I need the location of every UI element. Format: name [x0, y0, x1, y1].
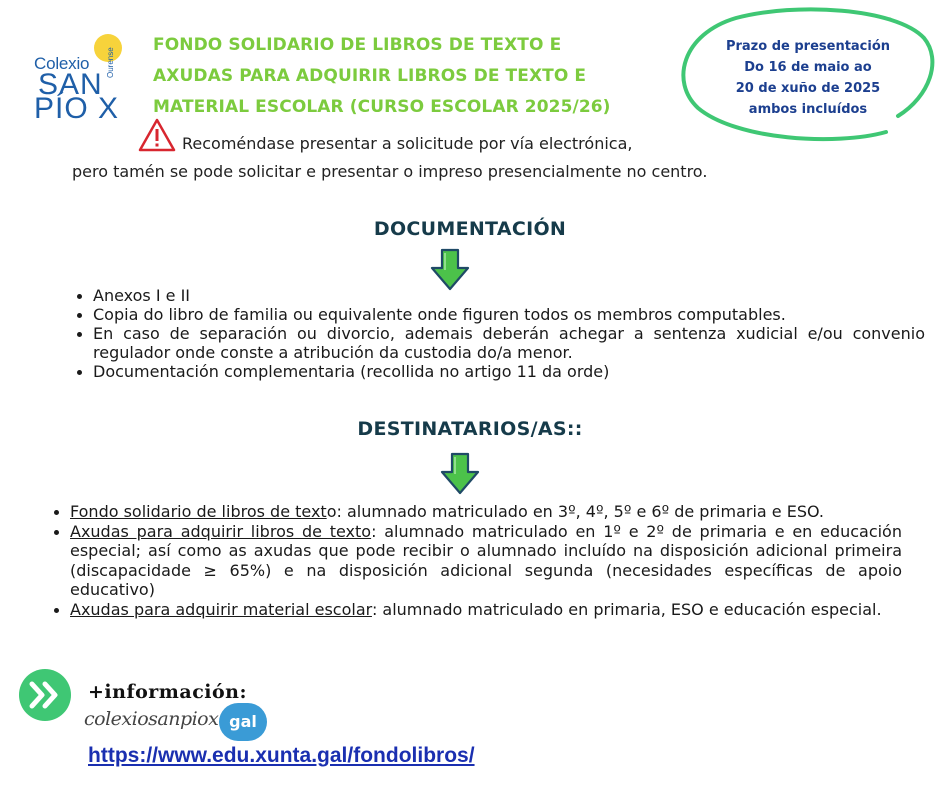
logo-colexio: Colexio: [34, 54, 90, 73]
recipient-description: : alumnado matriculado en primaria, ESO e educación especial.: [371, 599, 882, 619]
fondolibros-link[interactable]: https://www.edu.xunta.gal/fondolibros/: [88, 744, 475, 767]
logo-piox: PÍO X: [34, 92, 120, 125]
deadline-line-4: ambos incluídos: [748, 102, 868, 117]
recipients-list: [50, 502, 902, 619]
deadline-box: [700, 36, 916, 120]
recipient-term: Axudas para adquirir material escolar: [70, 599, 372, 619]
deadline-line-1: Prazo de presentación: [725, 39, 891, 54]
recipient-term: Axudas para adquirir libros de texto: [70, 521, 372, 541]
list-item: Anexos I e II: [73, 286, 925, 305]
warning-icon: [138, 118, 176, 152]
school-logo: [34, 34, 134, 126]
more-info-label: +información:: [88, 681, 248, 703]
title-line-3: MATERIAL ESCOLAR (CURSO ESCOLAR 2025/26): [153, 97, 611, 117]
list-item: En caso de separación ou divorcio, ademais deberán achegar a sentenza xudicial e/ou convenio regulador onde conste a atribución da custodia do/a menor.: [73, 324, 925, 362]
list-item: Documentación complementaria (recollida no artigo 11 da orde): [73, 362, 925, 381]
recipients-heading: DESTINATARIOS/AS::: [357, 418, 583, 440]
deadline-line-2: Do 16 de maio ao: [744, 60, 872, 75]
gal-badge[interactable]: gal: [219, 703, 267, 741]
page-title: [153, 30, 673, 123]
warning-text-line-2: pero tamén se pode solicitar e presentar o impreso presencialmente no centro.: [72, 162, 708, 181]
title-line-1: FONDO SOLIDARIO DE LIBROS DE TEXTO E: [153, 35, 562, 55]
list-item: [50, 502, 902, 522]
more-info-button[interactable]: [19, 669, 71, 721]
logo-ourense: Ourense: [106, 47, 115, 78]
warning-text-line-1: Recoméndase presentar a solicitude por vía electrónica,: [182, 134, 633, 153]
recipient-description: o: alumnado matriculado en 3º, 4º, 5º e 6º de primaria e ESO.: [326, 502, 825, 521]
documentation-heading: DOCUMENTACIÓN: [373, 218, 567, 240]
chevrons-right-icon: [19, 669, 71, 721]
title-line-2: AXUDAS PARA ADQUIRIR LIBROS DE TEXTO E: [153, 66, 587, 86]
documentation-list: [73, 286, 925, 381]
recipient-description: : alumnado matriculado en 1º e 2º de primaria e en educación especial; así como as axudas que pode recibir o alumnado incluído na disposición adicional primeira (discapacidade ≥ 65%) e na disposición adicional segunda (necesidades específicas de apoio educativo): [70, 521, 902, 599]
arrow-down-icon: [439, 452, 481, 496]
list-item: [50, 600, 902, 620]
logo-san: SAN: [38, 68, 103, 101]
list-item: Copia do libro de familia ou equivalente onde figuren todos os membros computables.: [73, 305, 925, 324]
recipient-term: Fondo solidario de libros de text: [70, 502, 327, 521]
deadline-line-3: 20 de xuño de 2025: [735, 81, 881, 96]
site-brand[interactable]: colexiosanpiox: [84, 708, 219, 730]
list-item: [50, 522, 902, 600]
